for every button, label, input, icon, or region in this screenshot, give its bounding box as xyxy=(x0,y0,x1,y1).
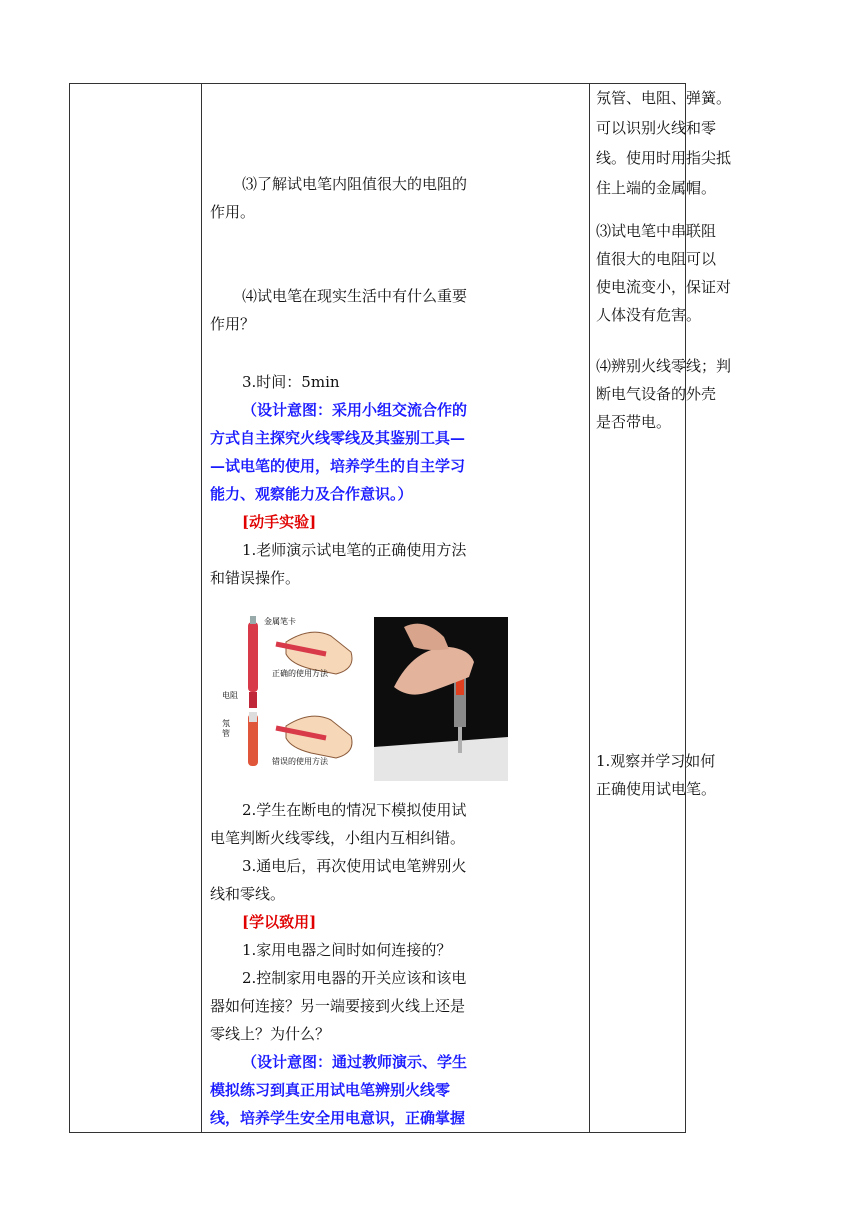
right-observe-line1: 1.观察并学习如何 xyxy=(596,752,716,770)
step-2-line1: 2.学生在断电的情况下模拟使用试 xyxy=(242,801,467,819)
design-intent-2-line1: （设计意图：通过教师演示、学生 xyxy=(242,1053,468,1071)
step-1-line1: 1.老师演示试电笔的正确使用方法 xyxy=(242,541,467,559)
right-note-3-line2: 值很大的电阻可以 xyxy=(596,250,717,268)
question-4-line1: ⑷试电笔在现实生活中有什么重要 xyxy=(242,287,468,305)
step-1-line2: 和错误操作。 xyxy=(210,569,301,587)
design-intent-1-line1: （设计意图：采用小组交流合作的 xyxy=(242,401,468,419)
step-2-line2: 电笔判断火线零线，小组内互相纠错。 xyxy=(210,829,466,847)
label-resistor: 电阻 xyxy=(222,691,238,700)
apply-1: 1.家用电器之间时如何连接的？ xyxy=(242,941,452,959)
test-pen-diagram xyxy=(216,614,366,774)
right-note-3-line4: 人体没有危害。 xyxy=(596,306,702,324)
question-4-line2: 作用？ xyxy=(210,315,256,333)
label-metal-clip: 金属笔卡 xyxy=(264,617,296,626)
design-intent-2-line2: 模拟练习到真正用试电笔辨别火线零 xyxy=(210,1081,451,1099)
label-correct-use: 正确的使用方法 xyxy=(272,669,328,678)
pen-metal-tip xyxy=(458,727,462,753)
design-intent-2-line3: 线，培养学生安全用电意识，正确掌握 xyxy=(210,1109,466,1127)
step-3-line1: 3.通电后，再次使用试电笔辨别火 xyxy=(242,857,467,875)
pen-tip-upper xyxy=(250,616,256,624)
apply-2-line1: 2.控制家用电器的开关应该和该电 xyxy=(242,969,467,987)
right-note-1-line4: 住上端的金属帽。 xyxy=(596,179,717,197)
question-3-line1: ⑶了解试电笔内阻值很大的电阻的 xyxy=(242,175,468,193)
section-hands-on: [动手实验] xyxy=(242,513,317,531)
step-3-line2: 线和零线。 xyxy=(210,885,286,903)
design-intent-1-line2: 方式自主探究火线零线及其鉴别工具— xyxy=(210,429,466,447)
right-note-3-line3: 使电流变小，保证对 xyxy=(596,278,732,296)
pen-resistor xyxy=(249,692,257,708)
time-note: 3.时间：5min xyxy=(242,373,340,391)
apply-2-line3: 零线上？为什么？ xyxy=(210,1025,331,1043)
pen-body-upper xyxy=(248,622,258,692)
teaching-process-column xyxy=(202,84,589,1132)
design-intent-1-line3: —试电笔的使用，培养学生的自主学习 xyxy=(210,457,466,475)
pen-neon xyxy=(249,712,257,722)
section-apply: [学以致用] xyxy=(242,913,317,931)
right-observe-line2: 正确使用试电笔。 xyxy=(596,780,717,798)
right-note-4-line2: 断电气设备的外壳 xyxy=(596,385,717,403)
right-note-4-line1: ⑷辨别火线零线；判 xyxy=(596,357,732,375)
right-note-3-line1: ⑶试电笔中串联阻 xyxy=(596,222,717,240)
right-note-4-line3: 是否带电。 xyxy=(596,413,672,431)
right-note-1-line1: 氖管、电阻、弹簧。 xyxy=(596,89,732,107)
student-activity-column xyxy=(590,84,732,1132)
right-note-1-line2: 可以识别火线和零 xyxy=(596,119,717,137)
right-note-1-line3: 线。使用时用指尖抵 xyxy=(596,149,732,167)
design-intent-1-line4: 能力、观察能力及合作意识。） xyxy=(210,485,413,503)
label-neon-1: 氖 xyxy=(222,719,230,728)
apply-2-line2: 器如何连接？另一端要接到火线上还是 xyxy=(210,997,466,1015)
question-3-line2: 作用。 xyxy=(210,203,256,221)
lesson-table xyxy=(69,83,732,1133)
label-neon-2: 管 xyxy=(222,729,230,738)
label-wrong-use: 错误的使用方法 xyxy=(272,757,328,766)
pen-usage-photo xyxy=(374,617,508,781)
